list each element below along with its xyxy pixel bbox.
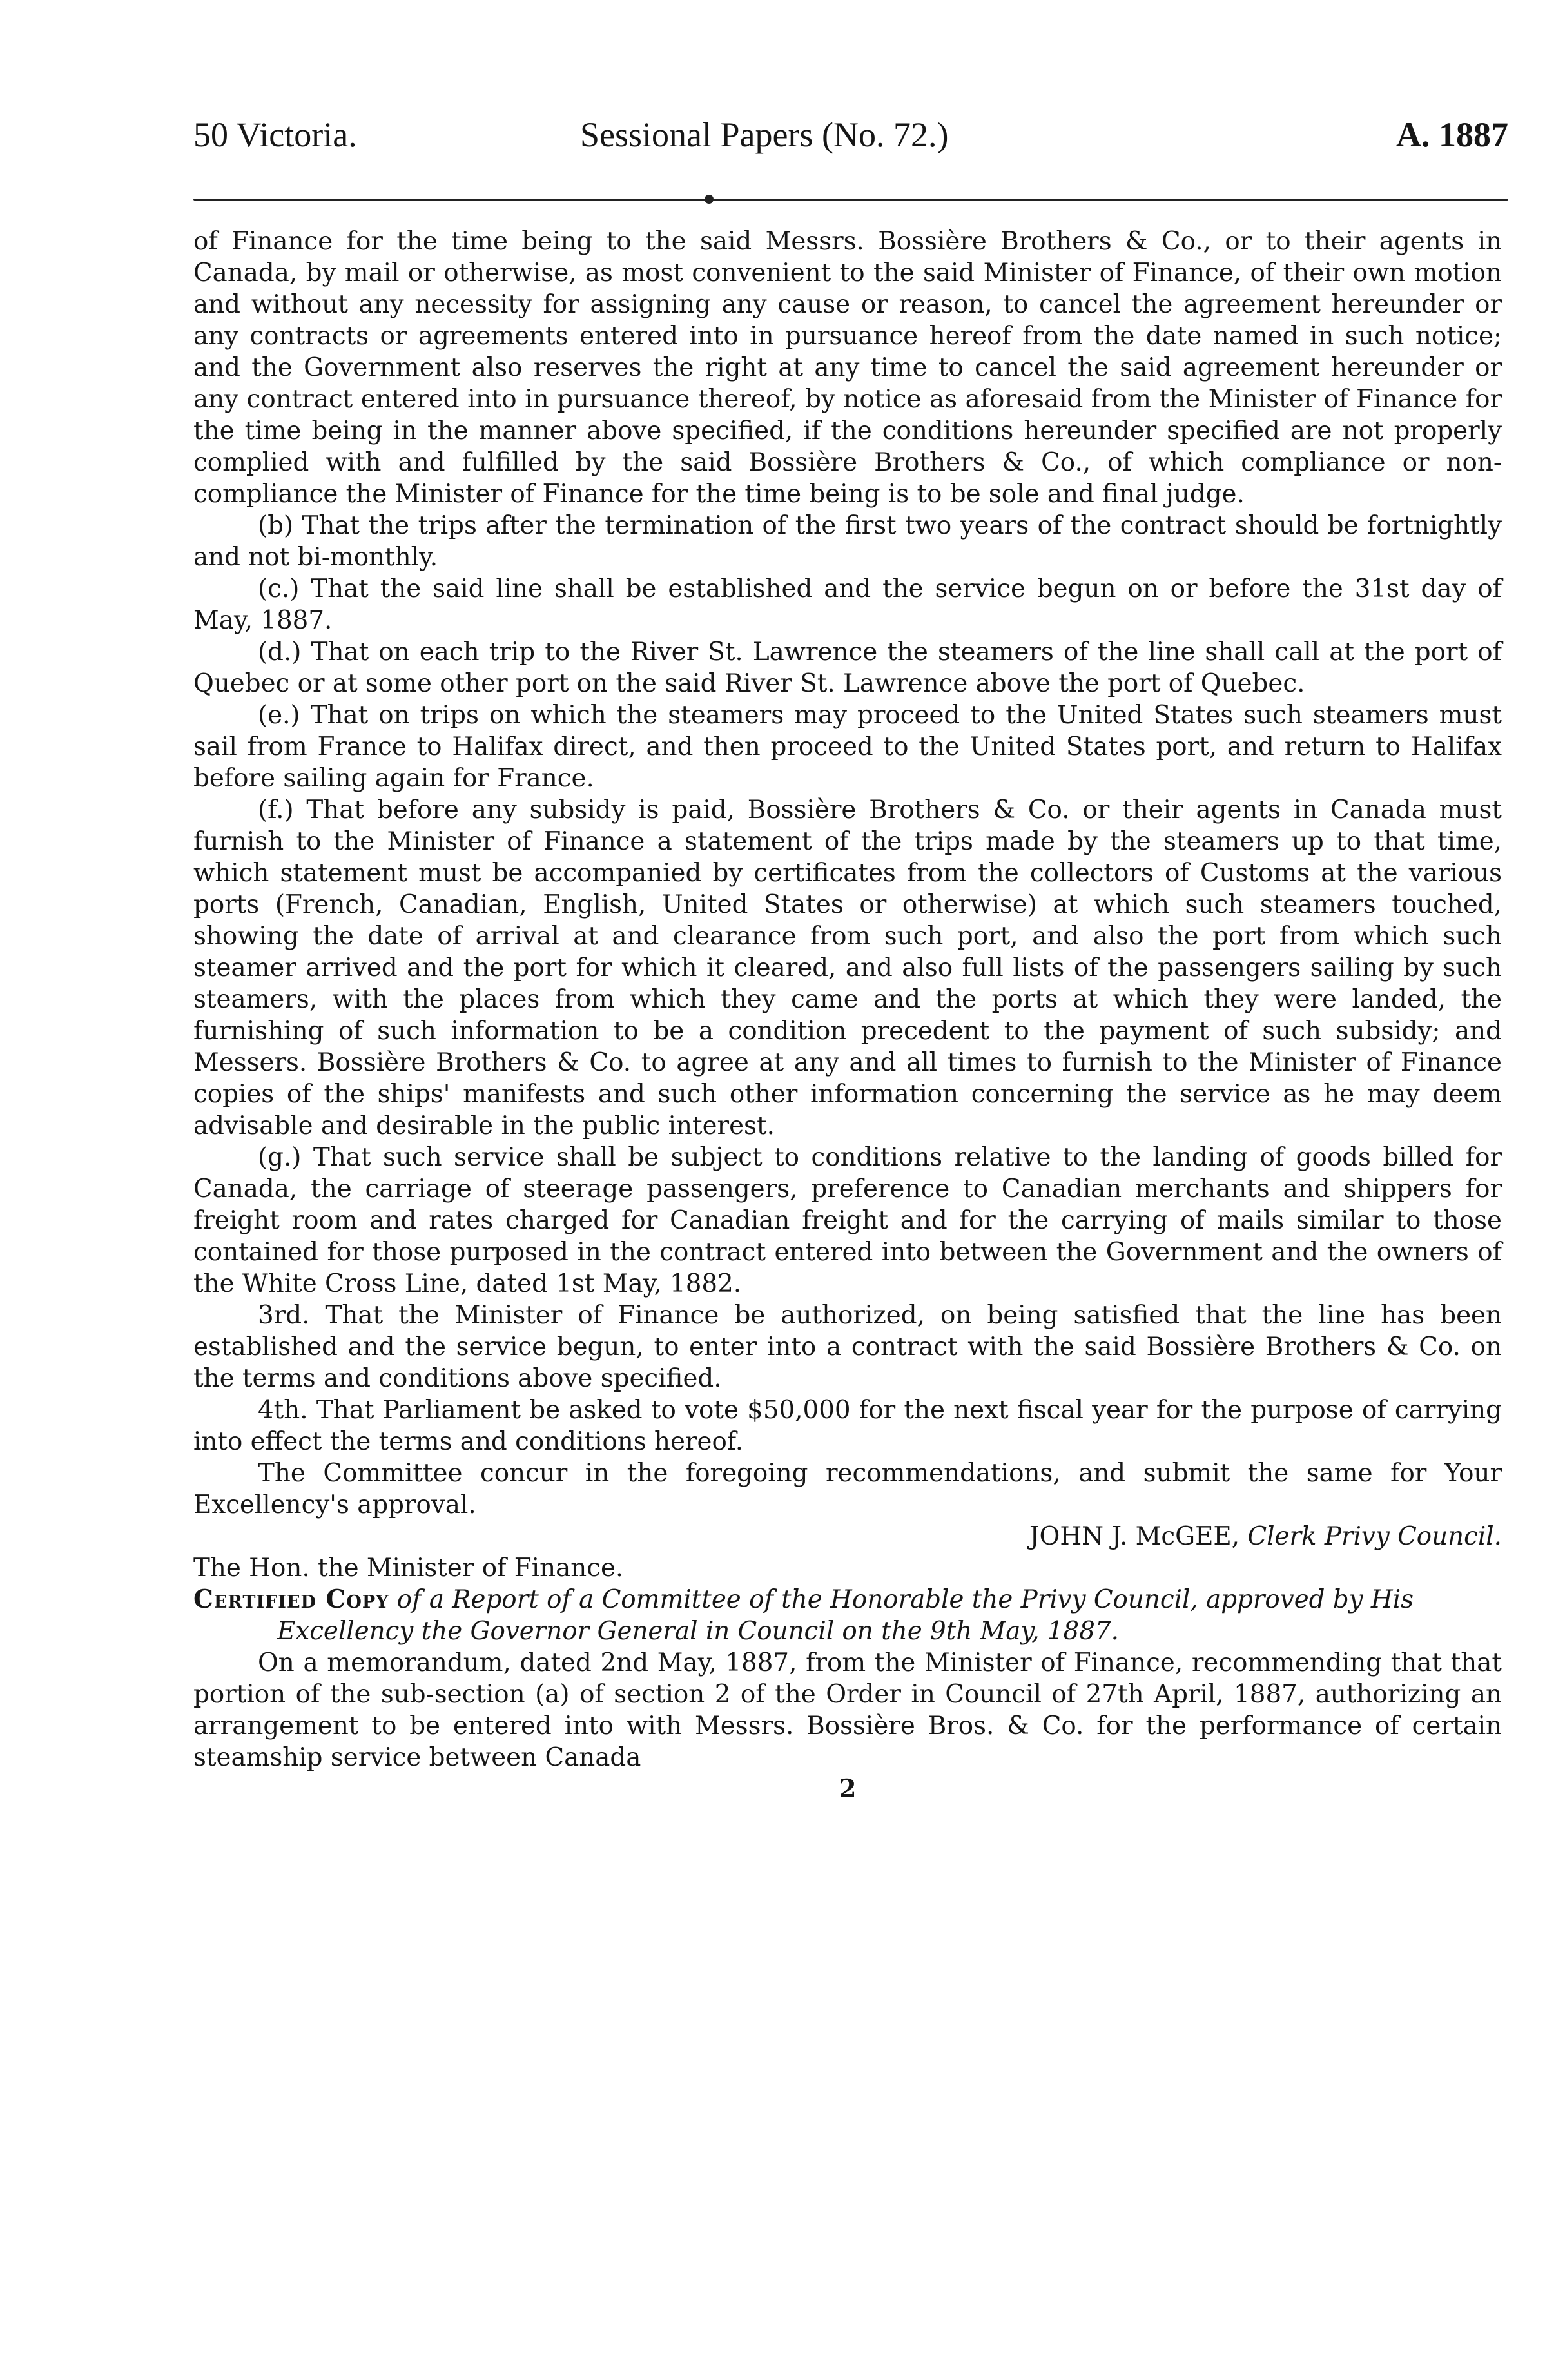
page-number: 2 bbox=[839, 1775, 857, 1804]
clause-g: (g.) That such service shall be subject to conditions relative to the landing of goods billed for Canada, the carriage of steerage passengers, preference to Canadian merchants and shippers for freight room and rates charged for Canadian freight and for the carrying of mails similar to those contained for those purposed in the contract entered into between the Government and the owners of the White Cross Line, dated 1st May, 1882. bbox=[193, 1143, 1502, 1298]
header-title: Sessional Papers (No. 72.) bbox=[580, 115, 949, 154]
clause-f: (f.) That before any subsidy is paid, Bossière Brothers & Co. or their agents in Canada must furnish to the Minister of Finance a statement of the trips made by the steamers up to that time, which statement must be accompanied by certificates from the collectors of Customs at the various ports (French, Canadian, English, United States or otherwise) at which such steamers touched, showing the date of arrival at and clearance from such port, and also the port from which such steamer arrived and the port for which it cleared, and also full lists of the passengers sailing by such steamers, with the places from which they came and the ports at which they were landed, the furnishing of such information to be a condition precedent to the payment of such subsidy; and Messers. Bossière Brothers & Co. to agree at any and all times to furnish to the Minister of Finance copies of the ships' manifests and such other information concerning the service as he may deem advisable and desirable in the public interest. bbox=[193, 795, 1502, 1140]
signature-name: JOHN J. McGEE, bbox=[1029, 1522, 1240, 1551]
header-rule bbox=[193, 199, 1508, 201]
certified-copy-heading bbox=[193, 1584, 1502, 1647]
clause-e: (e.) That on trips on which the steamers may proceed to the United States such steamers must sail from France to Halifax direct, and then proceed to the United States port, and return to Halifax before sailing again for France. bbox=[193, 701, 1502, 793]
header-rule-ornament bbox=[705, 195, 714, 204]
addressee: The Hon. the Minister of Finance. bbox=[193, 1554, 624, 1583]
page-header bbox=[193, 115, 1508, 173]
certified-lead: Certified Copy bbox=[193, 1585, 389, 1614]
memorandum-paragraph: On a memorandum, dated 2nd May, 1887, from the Minister of Finance, recommending that that portion of the sub-section (a) of section 2 of the Order in Council of 27th April, 1887, authorizing an arrangement to be entered into with Messrs. Bossière Bros. & Co. for the performance of certain steamship service between Canada bbox=[193, 1648, 1502, 1772]
signature-block bbox=[193, 1521, 1502, 1552]
document-body bbox=[193, 226, 1502, 1805]
certified-description: of a Report of a Committee of the Honorable the Privy Council, approved by His Excellency the Governor General in Council on the 9th May, 1887. bbox=[277, 1585, 1414, 1646]
paragraph-continuation: of Finance for the time being to the said Messrs. Bossière Brothers & Co., or to their agents in Canada, by mail or otherwise, as most convenient to the said Minister of Finance, of their own motion and without any necessity for assigning any cause or reason, to cancel the agreement hereunder or any contracts or agreements entered into in pursuance hereof from the date named in such notice; and the Government also reserves the right at any time to cancel the said agreement hereunder or any contract entered into in pursuance thereof, by notice as aforesaid from the Minister of Finance for the time being in the manner above specified, if the conditions hereunder specified are not properly complied with and fulfilled by the said Bossière Brothers & Co., of which compliance or non-compliance the Minister of Finance for the time being is to be sole and final judge. bbox=[193, 227, 1502, 509]
resolution-third: 3rd. That the Minister of Finance be authorized, on being satisfied that the line has been established and the service begun, to enter into a contract with the said Bossière Brothers & Co. on the terms and conditions above specified. bbox=[193, 1301, 1502, 1393]
header-year: A. 1887 bbox=[1396, 115, 1508, 154]
header-session: 50 Victoria. bbox=[193, 115, 357, 154]
clause-d: (d.) That on each trip to the River St. Lawrence the steamers of the line shall call at the port of Quebec or at some other port on the said River St. Lawrence above the port of Quebec. bbox=[193, 638, 1502, 698]
committee-concurrence: The Committee concur in the foregoing recommendations, and submit the same for Your Excellency's approval. bbox=[193, 1459, 1502, 1519]
signature-title: Clerk Privy Council. bbox=[1247, 1522, 1502, 1551]
clause-b: (b) That the trips after the termination of the first two years of the contract should be fortnightly and not bi-monthly. bbox=[193, 511, 1502, 572]
clause-c: (c.) That the said line shall be established and the service begun on or before the 31st day of May, 1887. bbox=[193, 574, 1502, 635]
resolution-fourth: 4th. That Parliament be asked to vote $50,000 for the next fiscal year for the purpose of carrying into effect the terms and conditions hereof. bbox=[193, 1396, 1502, 1456]
